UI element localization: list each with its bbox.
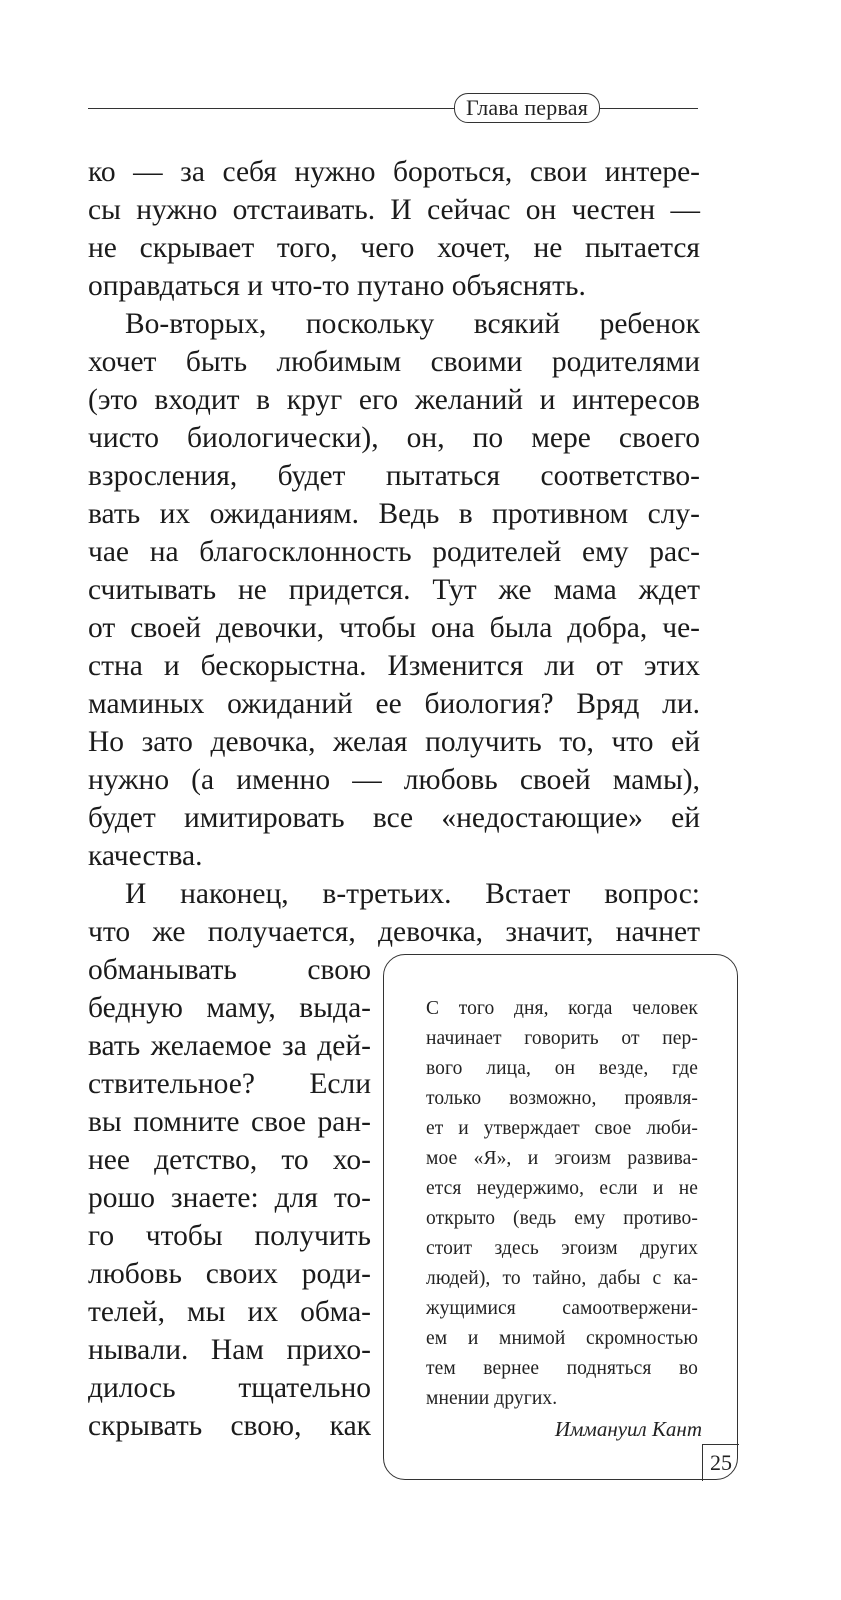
text-line: вать их ожиданиям. Ведь в противном слу-	[88, 498, 700, 530]
text-line: оправдаться и что-то путано объяснять.	[88, 270, 586, 302]
text-line: считывать не придется. Тут же мама ждет	[88, 574, 700, 606]
paragraph-start: Во-вторых, поскольку всякий ребенок	[125, 308, 700, 340]
quote-line: стоит здесь эгоизм других	[426, 1238, 698, 1259]
paragraph-start: И наконец, в-третьих. Встает вопрос:	[125, 878, 700, 910]
text-line: бедную маму, выда-	[88, 992, 371, 1024]
text-line: любовь своих роди-	[88, 1258, 371, 1290]
text-line: чисто биологически), он, по мере своего	[88, 422, 700, 454]
quote-line: вого лица, он везде, где	[426, 1058, 698, 1079]
quote-line: жущимися самоотвержени-	[426, 1298, 698, 1319]
text-line: хочет быть любимым своими родителями	[88, 346, 700, 378]
text-line: ствительное? Если	[88, 1068, 371, 1100]
text-line: будет имитировать все «недостающие» ей	[88, 802, 700, 834]
text-line: качества.	[88, 840, 203, 872]
quote-line: С того дня, когда человек	[426, 998, 698, 1019]
quote-line: открыто (ведь ему противо-	[426, 1208, 698, 1229]
text-line: не скрывает того, чего хочет, не пытается	[88, 232, 700, 264]
quote-line: только возможно, проявля-	[426, 1088, 698, 1109]
text-line: чае на благосклонность родителей ему рас-	[88, 536, 700, 568]
text-line: скрывать свою, как	[88, 1410, 371, 1442]
quote-line: тем вернее подняться во	[426, 1358, 698, 1379]
quote-line: ем и мнимой скромностью	[426, 1328, 698, 1349]
quote-author: Иммануил Кант	[554, 1417, 702, 1441]
text-line: взросления, будет пытаться соответство-	[88, 460, 700, 492]
text-line: обманывать свою	[88, 954, 371, 986]
quote-line: мнении других.	[426, 1388, 558, 1409]
quote-line: мое «Я», и эгоизм развива-	[426, 1148, 698, 1169]
text-line: телей, мы их обма-	[88, 1296, 371, 1328]
chapter-title: Глава первая	[454, 93, 600, 123]
text-line: маминых ожиданий ее биология? Вряд ли.	[88, 688, 700, 720]
text-line: го чтобы получить	[88, 1220, 371, 1252]
text-line: (это входит в круг его желаний и интересов	[88, 384, 700, 416]
text-line: нужно (а именно — любовь своей мамы),	[88, 764, 700, 796]
text-line: от своей девочки, чтобы она была добра, че-	[88, 612, 700, 644]
quote-line: ет и утверждает свое люби-	[426, 1118, 698, 1139]
header-rule-right	[600, 108, 698, 109]
text-line: рошо знаете: для то-	[88, 1182, 371, 1214]
text-line: Но зато девочка, желая получить то, что ей	[88, 726, 700, 758]
quote-line: начинает говорить от пер-	[426, 1028, 698, 1049]
quote-line: ется неудержимо, если и не	[426, 1178, 698, 1199]
header-rule-left	[88, 108, 454, 109]
text-line: вы помните свое ран-	[88, 1106, 371, 1138]
text-line: дилось тщательно	[88, 1372, 371, 1404]
text-line: ко — за себя нужно бороться, свои интере-	[88, 156, 700, 188]
page-number: 25	[702, 1444, 739, 1481]
text-line: нее детство, то хо-	[88, 1144, 371, 1176]
quote-line: людей), то тайно, дабы с ка-	[426, 1268, 698, 1289]
text-line: нывали. Нам прихо-	[88, 1334, 371, 1366]
text-line: вать желаемое за дей-	[88, 1030, 371, 1062]
text-line: стна и бескорыстна. Изменится ли от этих	[88, 650, 700, 682]
text-line: что же получается, девочка, значит, начнет	[88, 916, 700, 948]
text-line: сы нужно отстаивать. И сейчас он честен —	[88, 194, 700, 226]
